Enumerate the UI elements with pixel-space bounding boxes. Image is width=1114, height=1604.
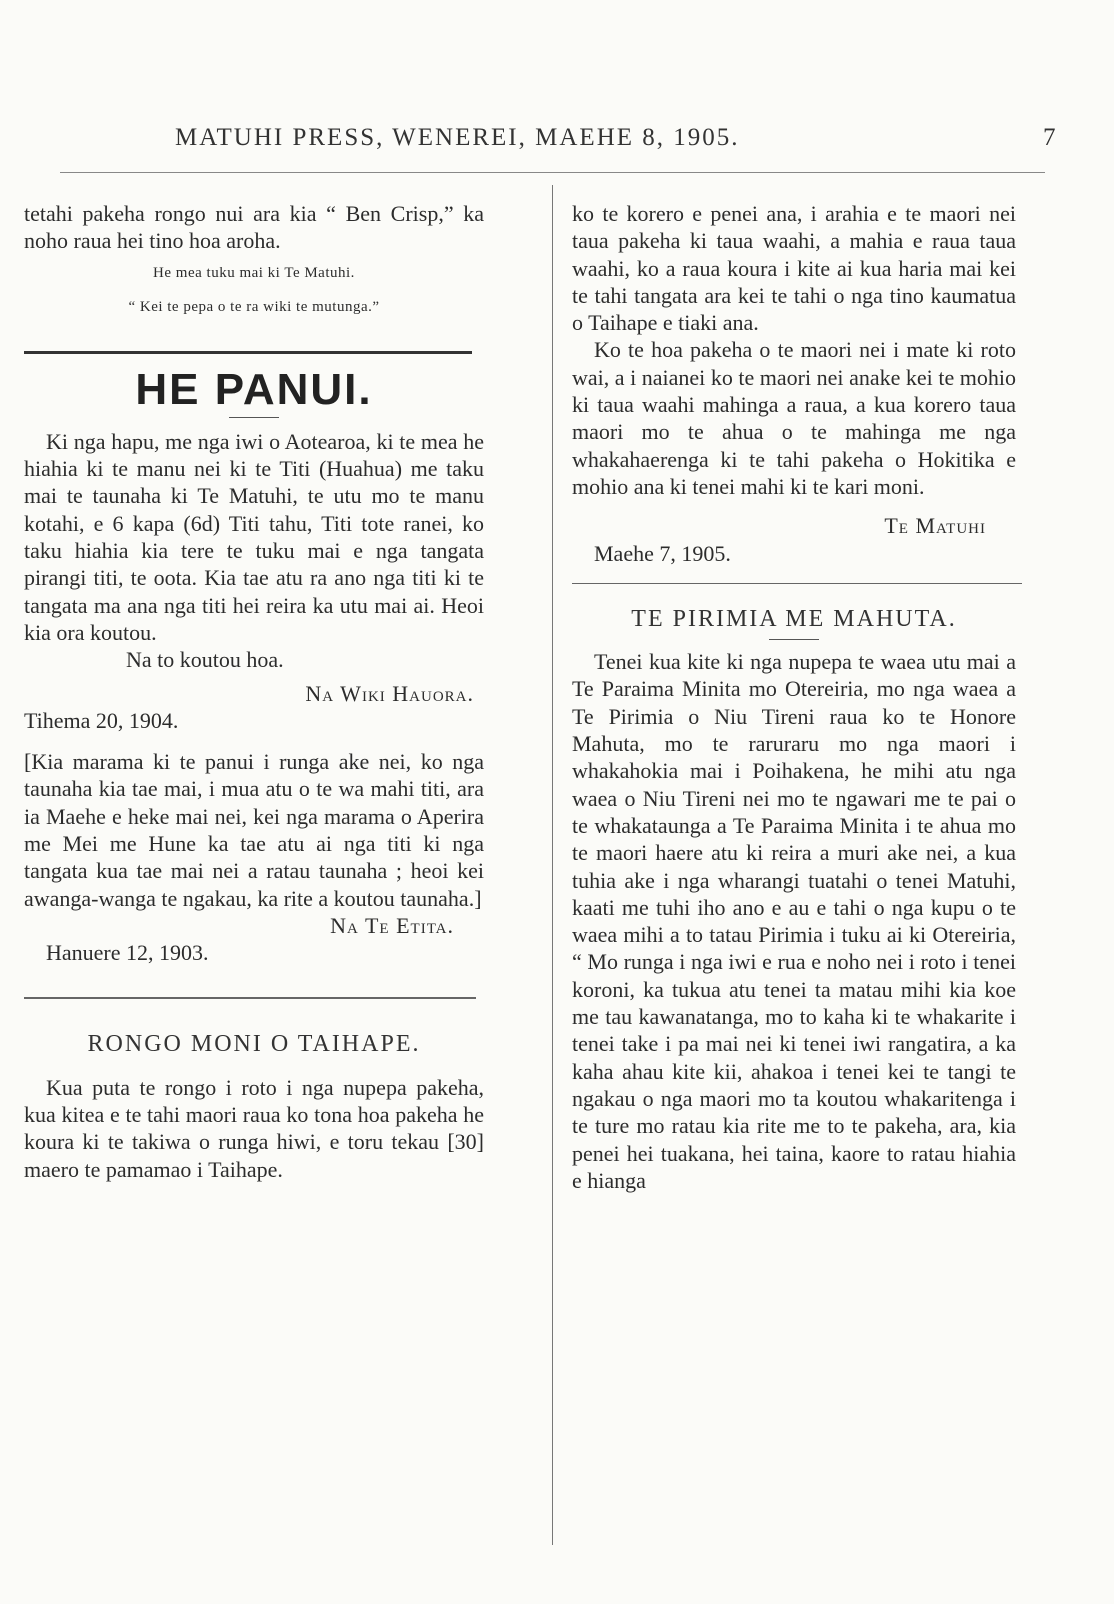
panui-heading: HE PANUI. [135,364,373,414]
right-signature: Te Matuhi [884,513,986,539]
header-rule [60,172,1045,173]
editor-note-signature: Na Te Etita. [330,912,454,938]
rongo-moni-heading: RONGO MONI O TAIHAPE. [87,1030,421,1057]
panui-signature: Na Wiki Hauora. [305,680,474,706]
section-rule-2 [24,997,476,999]
page-number: 7 [1043,124,1056,151]
heading-underline [229,417,279,418]
pirimia-heading: TE PIRIMIA ME MAHUTA. [631,605,957,632]
rongo-moni-body: Kua puta te rongo i roto i nga nupepa pakeha, kua kitea e te tahi maori raua ko tona hoa pakeha he koura ki te takiwa o runga hiwi, e toru tekau [30] maero te pamamao i Taihape. [24,1074,484,1182]
pirimia-heading-underline [769,639,819,640]
section-rule-3 [572,583,1022,584]
quote-note: “ Kei te pepa o te ra wiki te mutunga.” [128,298,380,315]
intro-paragraph: tetahi pakeha rongo nui ara kia “ Ben Crisp,” ka noho raua hei tino hoa aroha. [24,201,484,254]
left-column [24,200,484,1183]
right-column [572,200,1016,1194]
column-divider [552,185,553,1545]
panui-date: Tihema 20, 1904. [24,707,179,733]
editor-note-date: Hanuere 12, 1903. [46,940,209,966]
pirimia-body: Tenei kua kite ki nga nupepa te waea utu mai a Te Paraima Minita mo Otereiria, mo nga waea a Te Pirimia o Niu Tireni raua ko te Honore Mahuta, mo te raruraru mo nga maori i whakahokia mai i Poihakena, he mihi atu nga waea o Niu Tireni nei mo te ngawari me te pai o te whakataunga a Te Paraima Minita i te ahua mo te maori haere atu ki reira a muri ake nei, a kua tuhia ake i nga wharangi tuatahi o tenei Matuhi, kaati me tuhi iho ano e au e tahi o nga kupu o te waea mihi a to tatau Pirimia i tuku ai ki Otereiria, “ Mo runga i nga iwi e rua e noho nei i roto i tenei koroni, ka tukua atu tenei ta matau mihi kia koe me tau kawanatanga, mo to kaha ki te whakarite i tenei take i pa mai nei ki tenei iwi rangatira, a ka kaha ahau kite kii, ahakoa i tenei kei te tangi te ngakau o nga maori mo ta koutou whakaritenga i te ture mo ratau kia rite me to te pakeha, ara, kia penei hei tuakana, hei taina, kaore to ratau hiahia e hianga [572,649,1016,1193]
source-note: He mea tuku mai ki Te Matuhi. [153,264,355,281]
panui-closing: Na to koutou hoa. [126,647,284,673]
section-rule [24,351,472,354]
newspaper-masthead-line: MATUHI PRESS, WENEREI, MAEHE 8, 1905. [175,124,740,151]
second-paragraph: Ko te hoa pakeha o te maori nei i mate ki roto wai, a i naianei ko te maori nei anake kei te mohio ki taua waahi mahinga a raua, a kua korero taua maori mo te ahua o te mahinga me nga whakahaerenga ki te tahi pakeha o Hokitika e mohio ana ki tenei mahi ki te kari moni. [572,337,1016,499]
editor-note-body: [Kia marama ki te panui i runga ake nei, ko nga taunaha kia tae mai, i mua atu o te wa mahi titi, ara ia Maehe e heke mai nei, kei nga marama o Aperira me Mei me Hune ka tae atu ai nga titi ki nga tangata kua tae mai nei a ratau taunaha ; heoi kei awanga-wanga te ngakau, ka rite a koutou taunaha.] [24,749,484,911]
continued-paragraph: ko te korero e penei ana, i arahia e te maori nei taua pakeha ki taua waahi, a mahia e raua taua waahi, ko a raua koura i kite ai kua haria mai kei te tahi tangata ara kei te tahi o nga tino kaumatua o Taihape e tiaki ana. [572,201,1016,336]
panui-body: Ki nga hapu, me nga iwi o Aotearoa, ki te mea he hiahia ki te manu nei ki te Titi (Huahua) me taku mai te taunaha ki Te Matuhi, te utu mo te manu kotahi, e 6 kapa (6d) Titi tahu, Titi tote ranei, ko taku hiahia kia tere te tuku mai e nga tangata pirangi titi, te oota. Kia tae atu ra ano nga titi ki te tangata ma ana nga titi hei reira ka utu mai ai. Heoi kia ora koutou. [24,428,484,645]
page-header [0,124,1114,164]
right-date: Maehe 7, 1905. [594,540,731,566]
